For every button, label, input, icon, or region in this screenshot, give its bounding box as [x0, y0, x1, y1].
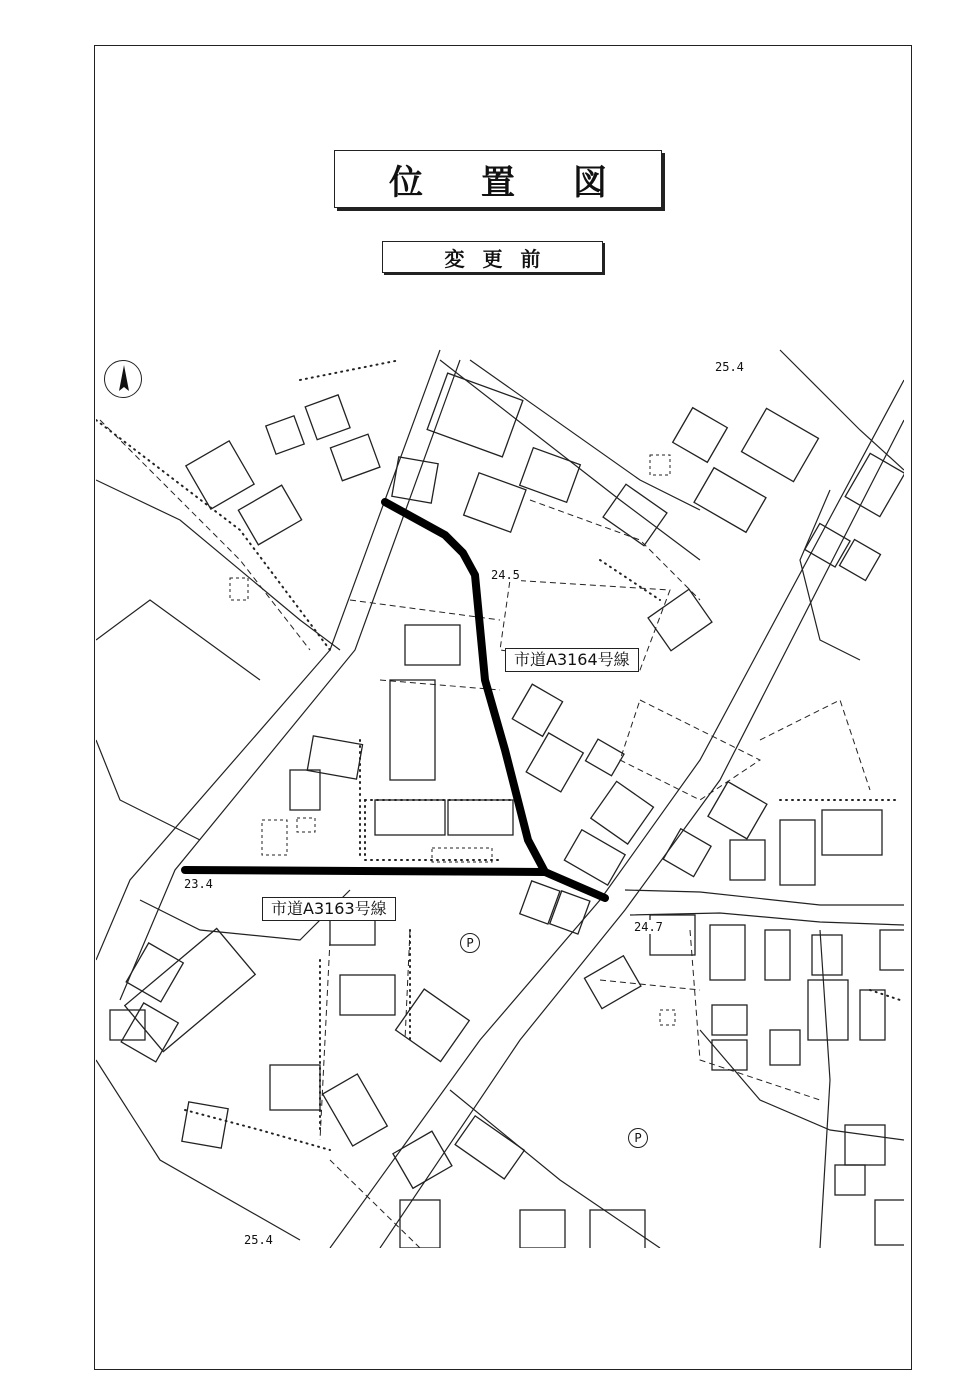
elevation-label: 25.4: [244, 1233, 273, 1247]
elevation-label: 23.4: [184, 877, 213, 891]
highlighted-roads: [185, 502, 605, 898]
road-network: [96, 350, 904, 1248]
parking-icon: P: [460, 933, 480, 953]
elevation-label: 24.7: [634, 920, 663, 934]
buildings: [110, 373, 905, 1250]
north-arrow-icon: [104, 360, 142, 398]
fence-lines: [96, 360, 900, 1150]
page-subtitle: 変更前: [444, 246, 559, 271]
parking-icon: P: [628, 1128, 648, 1148]
lot-boundaries: [100, 420, 870, 1248]
elevation-label: 25.4: [715, 360, 744, 374]
road-label-a3164: 市道A3164号線: [505, 648, 639, 672]
road-label-a3163: 市道A3163号線: [262, 897, 396, 921]
page-title: 位置図: [389, 162, 665, 203]
elevation-label: 24.5: [491, 568, 520, 582]
